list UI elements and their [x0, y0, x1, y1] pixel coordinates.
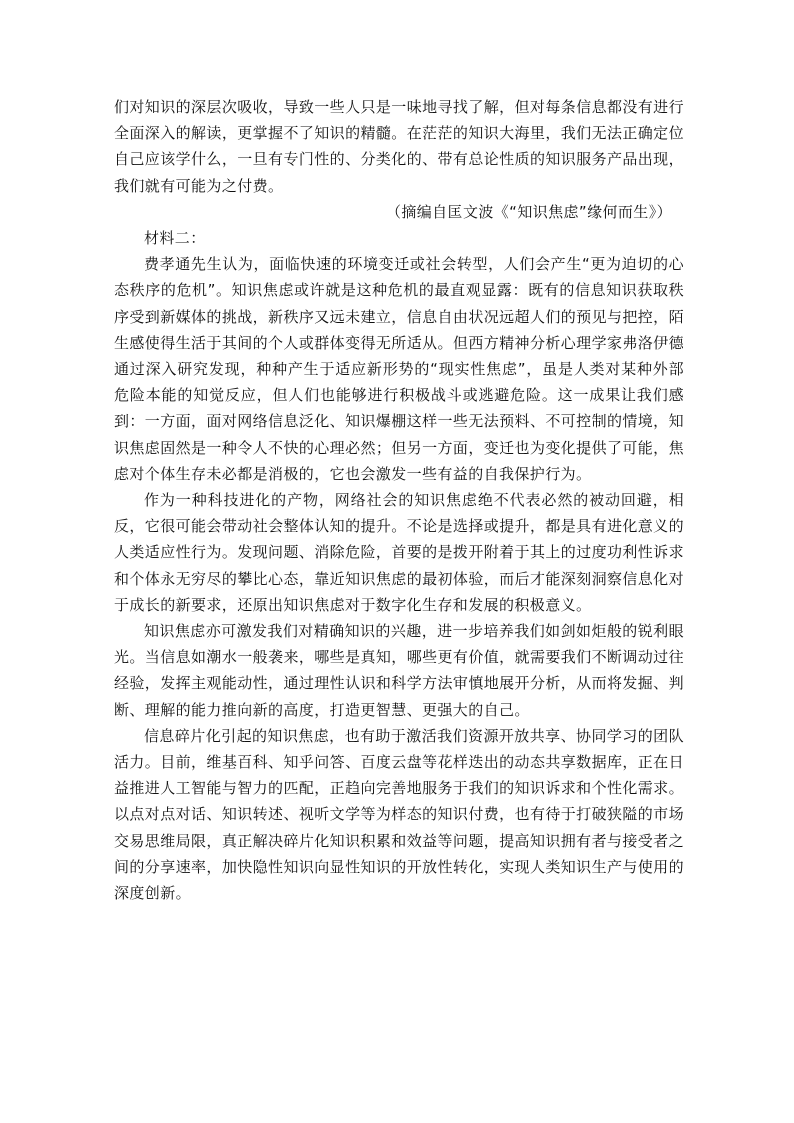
continued-paragraph: 们对知识的深层次吸收，导致一些人只是一味地寻找了解，但对每条信息都没有进行全面深入的解读，更掌握不了知识的精髓。在茫茫的知识大海里，我们无法正确定位自己应该学什么，一旦有专门性的、分类化的、带有总论性质的知识服务产品出现，我们就有可能为之付费。: [114, 98, 684, 195]
paragraph-4: 信息碎片化引起的知识焦虑，也有助于激活我们资源开放共享、协同学习的团队活力。目前，维基百科、知乎问答、百度云盘等花样迭出的动态共享数据库，正在日益推进人工智能与智力的匹配，正趋向完善地服务于我们的知识诉求和个性化需求。以点对点对话、知识转述、视听文学等为样态的知识付费，也有待于打破狭隘的市场交易思维局限，真正解决碎片化知识积累和效益等问题，提高知识拥有者与接受者之间的分享速率，加快隐性知识向显性知识的开放性转化，实现人类知识生产与使用的深度创新。: [114, 726, 684, 903]
paragraph-3: 知识焦虑亦可激发我们对精确知识的兴趣，进一步培养我们如剑如炬般的锐利眼光。当信息如潮水一般袭来，哪些是真知，哪些更有价值，就需要我们不断调动过往经验，发挥主观能动性，通过理性认识和科学方法审慎地展开分析，从而将发掘、判断、理解的能力推向新的高度，打造更智慧、更强大的自己。: [114, 622, 684, 719]
material-label: 材料二：: [144, 229, 206, 248]
source-note: （摘编自匡文波《“知识焦虑”缘何而生》）: [385, 202, 672, 221]
paragraph-2: 作为一种科技进化的产物，网络社会的知识焦虑绝不代表必然的被动回避，相反，它很可能会带动社会整体认知的提升。不论是选择或提升，都是具有进化意义的人类适应性行为。发现问题、消除危险，首要的是拨开附着于其上的过度功利性诉求和个体永无穷尽的攀比心态，靠近知识焦虑的最初体验，而后才能深刻洞察信息化对于成长的新要求，还原出知识焦虑对于数字化生存和发展的积极意义。: [114, 491, 684, 614]
paragraph-1: 费孝通先生认为，面临快速的环境变迁或社会转型，人们会产生“更为迫切的心态秩序的危机”。知识焦虑或许就是这种危机的最直观显露：既有的信息知识获取秩序受到新媒体的挑战，新秩序又远未建立，信息自由状况远超人们的预见与把控，陌生感使得生活于其间的个人或群体变得无所适从。但西方精神分析心理学家弗洛伊德通过深入研究发现，种种产生于适应新形势的“现实性焦虑”，虽是人类对某种外部危险本能的知觉反应，但人们也能够进行积极战斗或逃避危险。这一成果让我们感到：一方面，面对网络信息泛化、知识爆棚这样一些无法预料、不可控制的情境，知识焦虑固然是一种令人不快的心理必然；但另一方面，变迁也为变化提供了可能，焦虑对个体生存未必都是消极的，它也会激发一些有益的自我保护行为。: [114, 255, 684, 483]
document-page: [114, 94, 684, 906]
